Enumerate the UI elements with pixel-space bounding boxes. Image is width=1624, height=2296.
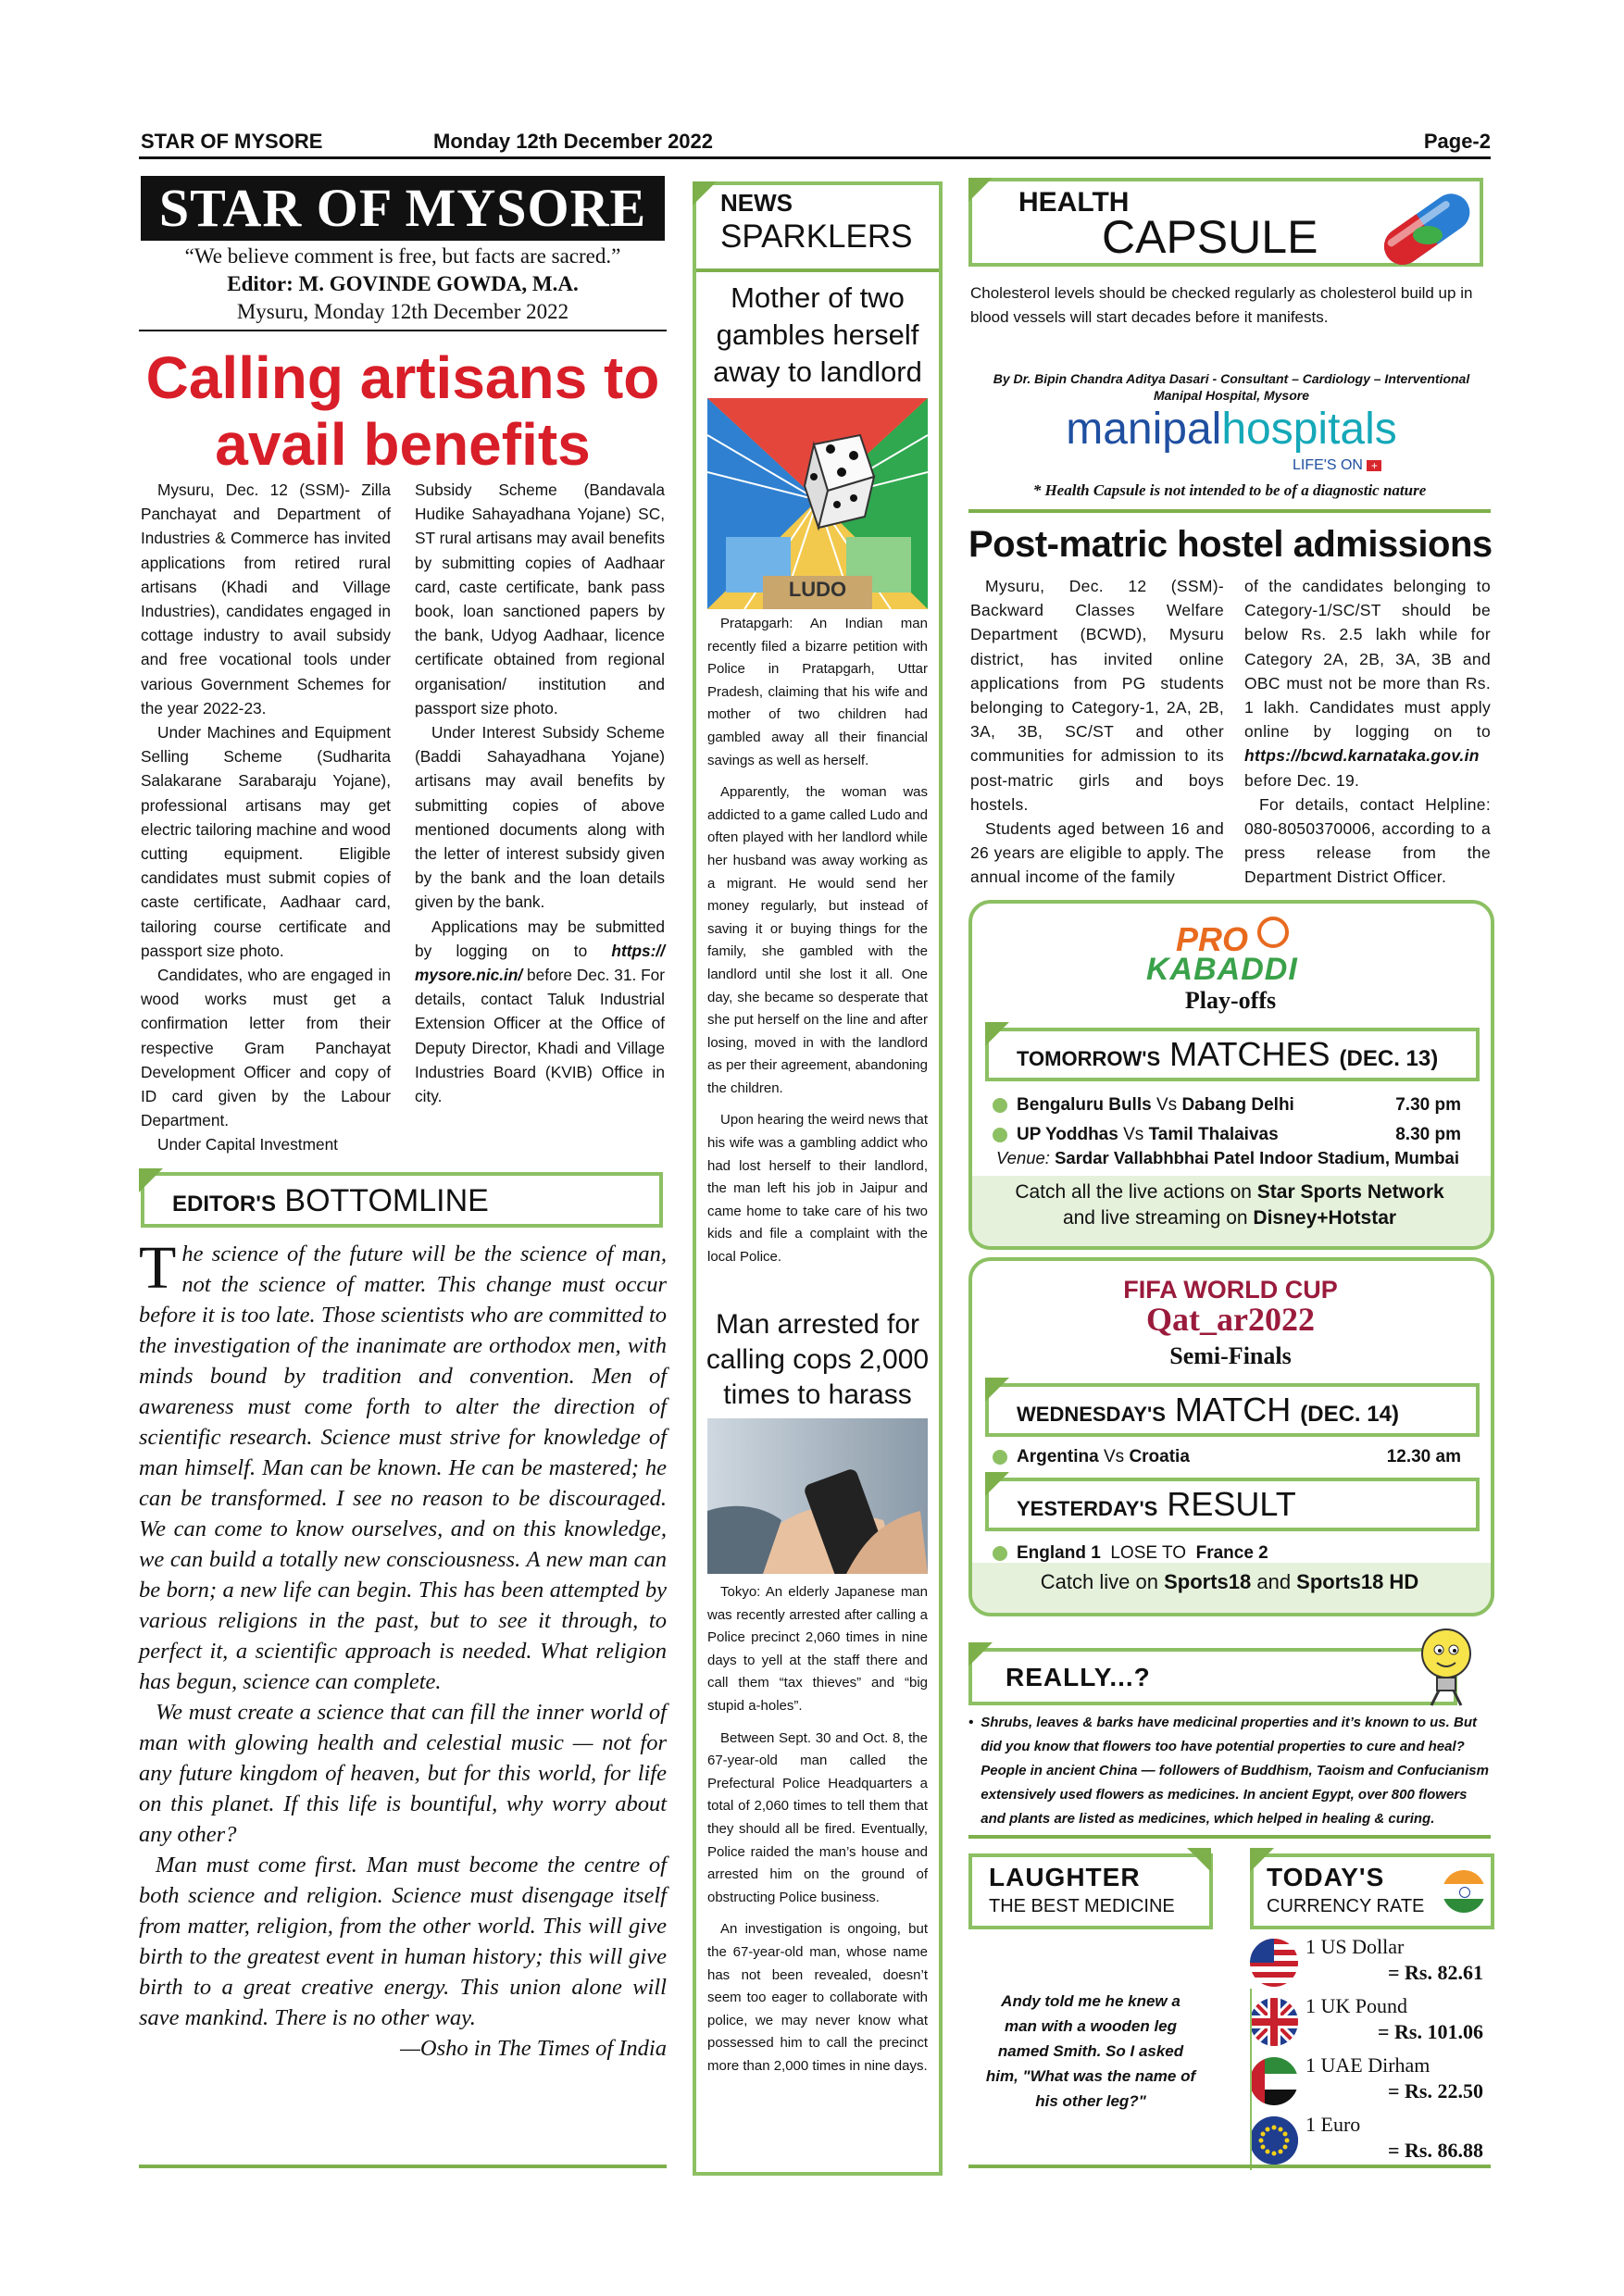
manipal-brand-b: hospitals — [1221, 405, 1397, 454]
lead-paragraph: Under Interest Subsidy Scheme (Baddi Sahayadhana Yojane) artisans may avail benefits by submitting copies of above mentioned documents along with the letter of interest subsidy given by the bank and the loan details given by the bank. — [415, 723, 665, 912]
health-byline: By Dr. Bipin Chandra Aditya Dasari - Consultant – Cardiology – Interventional Manipal Hospital, Mysore — [993, 371, 1470, 403]
lead-text: Applications may be submitted by logging on to — [415, 917, 665, 960]
hostel-text: before Dec. 19. — [1244, 770, 1360, 790]
hostel-paragraph: Mysuru, Dec. 12 (SSM)- Backward Classes Welfare Department (BCWD), Mysuru district, has invited online applications from PG students belonging to Category-1, 2A, 2B, 3A, 3B, SC/ST and other communities for admission to its post-matric girls and boys hostels. — [970, 577, 1224, 814]
laughter-label-small: THE BEST MEDICINE — [989, 1896, 1175, 1916]
us-flag-icon — [1250, 1939, 1298, 1987]
editorial-paragraph: he science of the future will be the science of man, not the science of matter. This change must occur before it is too late. Those scientists who are committed to the investigation of the inanimate are orthodox men, with minds bound by tradition and convention. Men of awareness must come forth to alter the direction of scientific research. Science must strive for knowledge of man himself. Man can be known. He can be mastered; he can be transformed. I see no reason to be discouraged. We can come to know ourselves, and on this knowledge, we can build a totally new consciousness. A new man can be born; a new life can begin. This has been attempted by various religions in the past, but to see it through, to perfect it, a scientific approach is needed. What religion has begun, science can complete. — [139, 1242, 667, 1694]
health-rule — [968, 509, 1491, 513]
match-time: 12.30 am — [1386, 1447, 1461, 1466]
corner-tag — [139, 1168, 163, 1192]
hostel-paragraph: Students aged between 16 and 26 years are eligible to apply. The annual income of the family — [970, 819, 1224, 887]
lead-column-1 — [141, 478, 391, 1157]
bullet-icon — [993, 1450, 1007, 1465]
laughter-label-box — [968, 1853, 1213, 1929]
fifa-match-heading — [985, 1383, 1480, 1437]
lead-headline-line-2: avail benefits — [215, 411, 591, 478]
story1-headline: Mother of two gambles herself away to landlord — [713, 281, 922, 388]
currency-label-big: TODAY'S — [1267, 1863, 1385, 1891]
lead-paragraph: Candidates, who are engaged in wood works must get a confirmation letter from their respective Gram Panchayat Development Officer and copy of ID card given by the Labour Department. — [141, 966, 391, 1130]
hostel-column-1 — [970, 574, 1224, 890]
bottom-rule — [968, 2165, 1491, 2168]
lead-paragraph — [415, 915, 665, 1109]
match-team1: Bengaluru Bulls — [1017, 1095, 1152, 1115]
lead-text: before Dec. 31. For details, contact Taluk Industrial Extension Officer at the Office of Deputy Director, Khadi and Village Industries Board (KVIB) Office in city. — [415, 966, 665, 1106]
sparklers-label-small: NEWS — [720, 189, 793, 217]
fifa-match-row — [993, 1442, 1474, 1472]
corner-tag — [968, 178, 993, 202]
bottom-rule — [139, 2165, 667, 2168]
story-paragraph: Tokyo: An elderly Japanese man was recently arrested after calling a Police precinct 2,060 times in nine days to yell at the staff there and call them “tax thieves” and “big stupid a-holes”. — [707, 1584, 928, 1714]
fifa-match-date: (DEC. 14) — [1300, 1402, 1399, 1427]
editorial-paragraph: We must create a science that can fill the inner world of man with glowing health and celestial music — not for any future kingdom of heaven, but for this world, for life on this planet. If this life is bountiful, why worry about any other? — [139, 1700, 667, 1847]
ludo-image — [707, 398, 928, 609]
result-team1: England 1 — [1017, 1543, 1101, 1563]
broadcast-channel: Sports18 HD — [1296, 1570, 1419, 1593]
health-label-small: HEALTH — [1018, 187, 1130, 218]
story-paragraph: Upon hearing the weird news that his wife was a gambling addict who had lost herself to their landlord, the man left his job in Jaipur and came home to take care of his two kids and file a complaint with the local Police. — [707, 1112, 928, 1266]
ludo-label: LUDO — [788, 578, 847, 601]
rate-name: 1 UK Pound — [1305, 1994, 1408, 2017]
lead-paragraph: Under Capital Investment — [157, 1135, 338, 1154]
corner-tag — [1250, 1848, 1274, 1872]
hostel-paragraph: For details, contact Helpline: 080-8050370006, according to a press release from the Department District Officer. — [1244, 794, 1491, 887]
venue-label: Venue: — [996, 1148, 1050, 1167]
lead-paragraph: Subsidy Scheme (Bandavala Hudike Sahayadhana Yojane) SC, ST rural artisans may avail benefits by submitting copies of Aadhaar card, caste certificate, bank pass book, loan sanctioned papers by the bank, Udyog Aadhaar, licence certificate obtained from regional organisation/ institution and passport size photo. — [415, 480, 665, 718]
story2-headline: Man arrested for calling cops 2,000 times to harass — [706, 1309, 930, 1410]
editorial-credit: —Osho in The Times of India — [400, 2036, 667, 2061]
rate-row-usd — [1250, 1935, 1491, 1990]
manipal-tagline — [1293, 457, 1381, 474]
really-label-box — [968, 1648, 1457, 1705]
lead-headline-line-1: Calling artisans to — [145, 344, 660, 411]
laughter-label-big: LAUGHTER — [989, 1863, 1141, 1891]
lead-column-2 — [415, 478, 665, 1108]
editorial-label-small: EDITOR'S — [172, 1192, 276, 1217]
fifa-result-small: YESTERDAY'S — [1017, 1497, 1158, 1520]
corner-tag — [985, 1472, 1009, 1496]
story1-text — [707, 613, 928, 1269]
corner-tag — [985, 1378, 1009, 1402]
match-row — [993, 1091, 1474, 1120]
hostel-column-2 — [1244, 574, 1491, 890]
broadcast-text: Catch all the live actions on — [1015, 1181, 1257, 1203]
pro-kabaddi-logo-bottom: KABADDI — [1146, 952, 1298, 987]
header-paper-name: STAR OF MYSORE — [141, 130, 323, 153]
uae-flag-icon — [1250, 2057, 1298, 2105]
fifa-result-big: RESULT — [1167, 1485, 1296, 1523]
bcwd-link[interactable]: https://bcwd.karnataka.gov.in — [1244, 746, 1480, 766]
rate-value: = Rs. 101.06 — [1378, 2020, 1483, 2043]
kabaddi-matches-heading — [985, 1028, 1480, 1081]
masthead-title: STAR OF MYSORE — [141, 176, 665, 241]
bullet-icon — [993, 1546, 1007, 1561]
fifa-broadcast — [972, 1570, 1487, 1594]
corner-tag — [968, 1642, 993, 1666]
sparklers-divider — [696, 268, 939, 272]
match-team2: Dabang Delhi — [1181, 1095, 1294, 1115]
bullet-icon: • — [968, 1715, 974, 1730]
mysore-nic-link[interactable]: https:// mysore.nic.in/ — [415, 941, 665, 985]
rate-row-aed — [1250, 2053, 1491, 2109]
kabaddi-match-list — [993, 1091, 1474, 1150]
really-label: REALLY...? — [1006, 1663, 1151, 1691]
fifa-result-heading — [985, 1478, 1480, 1531]
masthead-editor: Editor: M. GOVINDE GOWDA, M.A. — [227, 272, 579, 295]
editorial-text — [139, 1234, 667, 2064]
bullet-icon — [993, 1098, 1007, 1113]
story2-text — [707, 1581, 928, 2078]
fifa-stage: Semi-Finals — [1169, 1342, 1292, 1369]
currency-label-box — [1250, 1853, 1494, 1929]
editors-bottomline-label — [141, 1172, 663, 1228]
hostel-text: of the candidates belonging to Category-1/SC/ST should be below Rs. 2.5 lakh while for Category 2A, 2B, 3A, 3B and OBC must not be more than Rs. 1 lakh. Candidates must apply online by logging on to — [1244, 577, 1491, 742]
fifa-result-row — [993, 1539, 1474, 1568]
match-row — [993, 1120, 1474, 1150]
editorial-label-big: BOTTOMLINE — [284, 1183, 489, 1218]
match-vs: Vs — [1123, 1125, 1144, 1144]
rate-value: = Rs. 86.88 — [1388, 2139, 1483, 2162]
manipal-tagline-text: LIFE'S ON — [1293, 457, 1363, 473]
match-time: 8.30 pm — [1395, 1125, 1461, 1144]
venue-name: Sardar Vallabhbhai Patel Indoor Stadium, Mumbai — [1055, 1148, 1459, 1167]
story-paragraph: Pratapgarh: An Indian man recently filed a bizarre petition with Police in Pratapgarh, Uttar Pradesh, claiming that his wife and mother of two children had gambled away all their financial savings as well as herself. — [707, 616, 928, 768]
match-vs: Vs — [1156, 1095, 1178, 1115]
rate-name: 1 US Dollar — [1305, 1935, 1405, 1958]
corner-tag — [1187, 1848, 1211, 1872]
result-verb: LOSE TO — [1110, 1543, 1187, 1563]
plus-icon: + — [1367, 460, 1381, 471]
really-rule — [968, 1835, 1491, 1839]
kabaddi-emblem-icon — [1257, 917, 1289, 948]
laughter-joke: Andy told me he knew a man with a wooden leg named Smith. So I asked him, "What was the name of his other leg?" — [985, 1992, 1196, 2110]
uk-flag-icon — [1250, 1998, 1298, 2046]
currency-divider — [1250, 1989, 1252, 2170]
rate-value: = Rs. 82.61 — [1388, 1961, 1483, 1984]
match-team1: Argentina — [1017, 1447, 1099, 1466]
match-team2: Tamil Thalaivas — [1148, 1125, 1279, 1144]
phone-image — [707, 1418, 928, 1574]
lead-headline — [139, 344, 667, 478]
eu-flag-icon — [1250, 2116, 1298, 2165]
match-team2: Croatia — [1129, 1447, 1190, 1466]
fifa-match-big: MATCH — [1174, 1391, 1292, 1429]
corner-tag — [693, 181, 717, 206]
kabaddi-heading-small: TOMORROW'S — [1017, 1047, 1161, 1070]
pro-kabaddi-logo-top: PRO — [1176, 920, 1249, 958]
fifa-match-small: WEDNESDAY'S — [1017, 1403, 1166, 1426]
fifa-logo-top: FIFA WORLD CUP — [1123, 1276, 1338, 1304]
kabaddi-broadcast — [972, 1179, 1487, 1231]
bullet-icon — [993, 1128, 1007, 1142]
match-time: 7.30 pm — [1395, 1095, 1461, 1115]
drop-cap: T — [139, 1234, 177, 1302]
currency-label-small: CURRENCY RATE — [1267, 1896, 1425, 1916]
result-team2: France 2 — [1195, 1543, 1268, 1563]
masthead-motto: “We believe comment is free, but facts are sacred.” — [184, 244, 621, 268]
india-flag-icon — [1443, 1870, 1485, 1913]
broadcast-text: Catch live on — [1040, 1570, 1165, 1593]
masthead-rule — [139, 330, 667, 331]
health-label-big: CAPSULE — [1102, 211, 1318, 263]
kabaddi-heading-date: (DEC. 13) — [1339, 1046, 1439, 1071]
sparklers-label-big: SPARKLERS — [720, 218, 913, 255]
manipal-brand-a: manipal — [1066, 405, 1222, 454]
hostel-headline: Post-matric hostel admissions — [968, 524, 1493, 565]
page-header — [139, 130, 1491, 156]
broadcast-text: and — [1251, 1570, 1297, 1593]
lead-paragraph: Under Machines and Equipment Selling Scheme (Sudharita Salakarane Sarabaraju Yojane), professional artisans may get electric tailoring machine and wood cutting equipment. Eligible candidates must submit copies of caste certificate, Aadhaar card, tailoring course certificate and passport size photo. — [141, 723, 391, 960]
broadcast-channel: Disney+Hotstar — [1253, 1207, 1397, 1229]
masthead-dateline: Mysuru, Monday 12th December 2022 — [236, 300, 569, 323]
really-text-block — [968, 1711, 1491, 1831]
header-page-number: Page-2 — [1423, 130, 1491, 153]
rate-name: 1 Euro — [1305, 2113, 1361, 2136]
kabaddi-heading-big: MATCHES — [1169, 1035, 1330, 1073]
editorial-paragraph: Man must come first. Man must become the centre of both science and religion. Science must disengage itself from matter, religion, from the other world. This will give birth to the greatest event in human history; this will give birth to a great creative energy. This union alone will save mankind. There is no other way. — [139, 1853, 667, 2030]
rate-row-gbp — [1250, 1994, 1491, 2050]
lightbulb-mascot-icon — [1411, 1624, 1481, 1707]
manipal-logo — [981, 404, 1481, 455]
rate-name: 1 UAE Dirham — [1305, 2053, 1430, 2077]
capsule-pill-icon — [1361, 181, 1491, 274]
broadcast-channel: Star Sports Network — [1256, 1181, 1444, 1203]
header-date: Monday 12th December 2022 — [433, 130, 714, 153]
rate-value: = Rs. 22.50 — [1388, 2079, 1483, 2103]
masthead-info — [141, 243, 665, 326]
fifa-logo-bottom: Qat_ar2022 — [1146, 1301, 1315, 1338]
header-rule — [139, 156, 1491, 159]
story-paragraph: Between Sept. 30 and Oct. 8, the 67-year-old man called the Prefectural Police Headquarters a total of 2,060 times to tell them that they should all be fired. Eventually, Police raided the man’s house and arrested him on the ground of obstructing Police business. — [707, 1729, 928, 1905]
match-team1: UP Yoddhas — [1017, 1125, 1118, 1144]
health-disclaimer: * Health Capsule is not intended to be of a diagnostic nature — [1032, 481, 1427, 499]
kabaddi-venue — [996, 1148, 1487, 1168]
story-paragraph: Apparently, the woman was addicted to a game called Ludo and often played with her landlord while her husband was away working as a migrant. He would send her money regularly, but instead of saving it or buying things for the family, she gambled with the landlord until she lost it all. One day, she became so desperate that she put herself on the line and after losing, moved in with the landlord as per their agreement, abandoning the children. — [707, 784, 928, 1096]
lead-paragraph: Mysuru, Dec. 12 (SSM)- Zilla Panchayat and Department of Industries & Commerce has invited applications from retired rural artisans (Khadi and Village Industries), candidates engaged in cottage industry to avail subsidy and free vocational tools under various Government Schemes for the year 2022-23. — [141, 480, 391, 718]
health-text: Cholesterol levels should be checked regularly as cholesterol build up in blood vessels will start decades before it manifests. — [970, 284, 1473, 326]
match-vs: Vs — [1103, 1447, 1125, 1466]
corner-tag — [985, 1022, 1009, 1046]
kabaddi-stage: Play-offs — [1184, 987, 1277, 1014]
rate-row-eur — [1250, 2113, 1491, 2168]
really-text: Shrubs, leaves & barks have medicinal properties and it’s known to us. But did you know that flowers too have potential properties to cure and heal? People in ancient China — followers of Buddhism, Taoism and Confucianism extensively used flowers as medicines. In ancient Egypt, over 800 flowers and plants are listed as medicines, which helped in healing & curing. — [981, 1715, 1489, 1827]
story-paragraph: An investigation is ongoing, but the 67-year-old man, whose name has not been revealed, doesn’t seem too eager to collaborate with police, we may never know what possessed him to call the precinct more than 2,000 times in nine days. — [707, 1921, 928, 2074]
broadcast-channel: Sports18 — [1164, 1570, 1252, 1593]
broadcast-text: and live streaming on — [1062, 1207, 1254, 1229]
